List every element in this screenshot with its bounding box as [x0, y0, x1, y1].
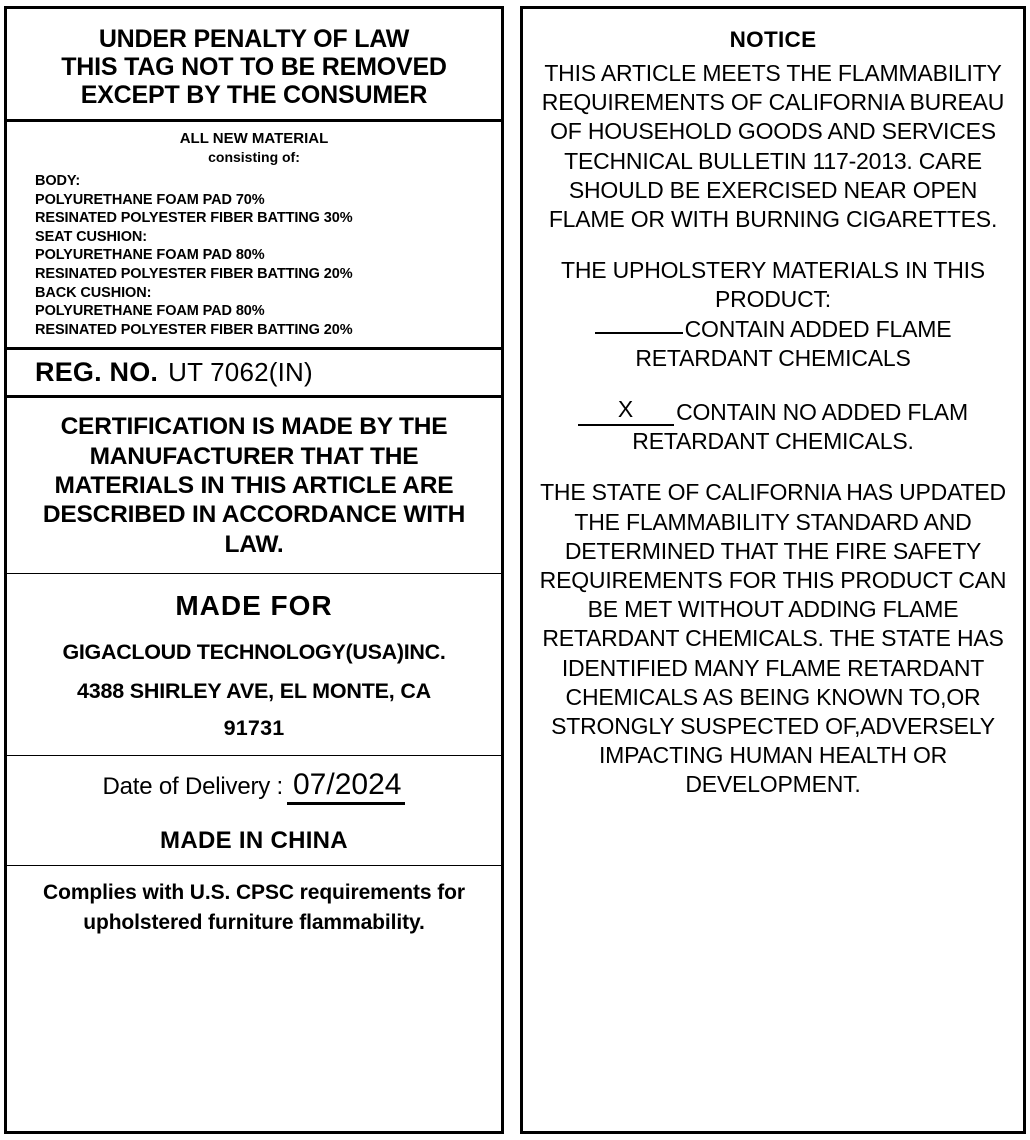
option-contain-no-added — [537, 395, 1009, 456]
option-contain-added-checkbox[interactable] — [595, 332, 683, 334]
option-contain-no-added-checkbox[interactable]: X — [578, 395, 674, 426]
notice-title: NOTICE — [729, 27, 817, 52]
upholstery-intro: THE UPHOLSTERY MATERIALS IN THIS PRODUCT: — [561, 257, 985, 313]
notice-paragraph-1: THIS ARTICLE MEETS THE FLAMMABILITY REQUIREMENTS OF CALIFORNIA BUREAU OF HOUSEHOLD GOODS AND SERVICES TECHNICAL BULLETIN 117-2013. CARE SHOULD BE EXERCISED NEAR OPEN FLAME OR WITH BURNING CIGARETTES. — [541, 60, 1005, 233]
list-item: RESINATED POLYESTER FIBER BATTING 30% — [35, 210, 353, 227]
materials-heading: ALL NEW MATERIAL — [179, 130, 329, 147]
made-for-block — [7, 574, 501, 756]
list-item: POLYURETHANE FOAM PAD 80% — [35, 303, 265, 320]
list-item: BACK CUSHION: — [35, 284, 152, 301]
penalty-notice-block — [7, 9, 501, 122]
company-name: GIGACLOUD TECHNOLOGY(USA)INC. — [62, 640, 446, 665]
list-item: SEAT CUSHION: — [35, 228, 148, 245]
option-contain-added-label: CONTAIN ADDED FLAME RETARDANT CHEMICALS — [635, 315, 952, 371]
registration-value: UT 7062(IN) — [168, 357, 313, 388]
delivery-date-block — [7, 756, 501, 813]
notice-paragraph-2: THE STATE OF CALIFORNIA HAS UPDATED THE FLAMMABILITY STANDARD AND DETERMINED THAT THE FIRE SAFETY REQUIREMENTS FOR THIS PRODUCT CAN BE MET WITHOUT ADDING FLAME RETARDANT CHEMICALS. THE STATE HAS IDENTIFIED MANY FLAME RETARDANT CHEMICALS AS BEING KNOWN TO,OR STRONGLY SUSPECTED OF,ADVERSELY IMPACTING HUMAN HEALTH OR DEVELOPMENT. — [539, 479, 1007, 798]
option-contain-no-added-label: CONTAIN NO ADDED FLAM RETARDANT CHEMICALS. — [632, 399, 968, 455]
compliance-statement: Complies with U.S. CPSC requirements for upholstered furniture flammability. — [43, 880, 465, 935]
made-in-country: MADE IN CHINA — [7, 813, 501, 866]
certification-statement: CERTIFICATION IS MADE BY THE MANUFACTURER THAT THE MATERIALS IN THIS ARTICLE ARE DESCRIBED IN ACCORDANCE WITH LAW. — [7, 398, 501, 574]
left-law-tag — [4, 6, 504, 1134]
company-address-line-1: 4388 SHIRLEY AVE, EL MONTE, CA — [76, 679, 432, 704]
registration-number-block — [7, 350, 501, 398]
penalty-line-2: THIS TAG NOT TO BE REMOVED — [61, 53, 447, 81]
right-notice-tag — [520, 6, 1026, 1134]
materials-subheading: consisting of: — [208, 148, 300, 165]
delivery-date-label: Date of Delivery : — [102, 773, 283, 801]
materials-list — [13, 172, 495, 339]
list-item: POLYURETHANE FOAM PAD 80% — [35, 247, 265, 264]
option-contain-added — [537, 315, 1009, 373]
registration-label: REG. NO. — [35, 357, 159, 388]
list-item: BODY: — [35, 173, 81, 190]
penalty-line-1: UNDER PENALTY OF LAW — [98, 25, 410, 53]
penalty-line-3: EXCEPT BY THE CONSUMER — [80, 81, 428, 109]
list-item: POLYURETHANE FOAM PAD 70% — [35, 191, 265, 208]
made-for-title: MADE FOR — [175, 590, 333, 622]
materials-block — [7, 122, 501, 350]
list-item: RESINATED POLYESTER FIBER BATTING 20% — [35, 265, 353, 282]
list-item: RESINATED POLYESTER FIBER BATTING 20% — [35, 321, 353, 338]
company-address-line-2: 91731 — [223, 716, 285, 741]
delivery-date-value: 07/2024 — [287, 770, 405, 805]
